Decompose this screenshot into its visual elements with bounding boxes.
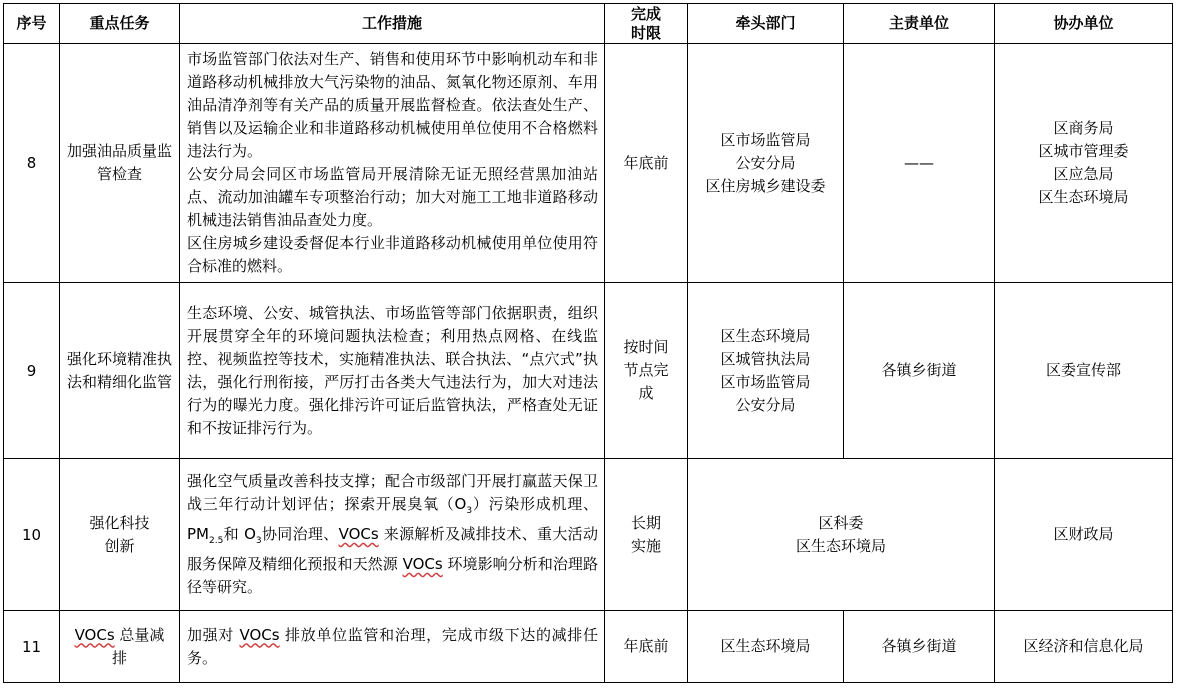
row-lead-main bbox=[688, 459, 995, 611]
assist-unit: 区委宣传部 bbox=[1045, 361, 1121, 379]
header-assist: 协办单位 bbox=[995, 4, 1173, 44]
row-measures bbox=[180, 283, 605, 459]
lead-dept: 区生态环境局 bbox=[720, 637, 811, 655]
spellcheck-word: VOCs bbox=[402, 555, 443, 573]
measure-paragraph bbox=[187, 624, 598, 670]
measure-text: 排放单位监管和治理，完成市级下达的减排任务。 bbox=[187, 625, 598, 667]
measure-text: 来源解析及减排技术、重大活动服务保障及精细化预报和天然源 bbox=[187, 525, 598, 573]
row-task: 强化环境精准执法和精细化监管 bbox=[60, 283, 180, 459]
measure-paragraph bbox=[187, 470, 598, 599]
lead-dept: 区生态环境局 bbox=[720, 326, 811, 345]
header-measures: 工作措施 bbox=[180, 4, 605, 44]
measure-paragraph: 区住房城乡建设委督促本行业非道路移动机械使用单位使用符合标准的燃料。 bbox=[187, 234, 598, 275]
row-deadline: 年底前 bbox=[605, 44, 688, 283]
row-lead bbox=[688, 44, 844, 283]
row-task: 加强油品质量监管检查 bbox=[60, 44, 180, 283]
measure-text: ）污染形成机理、PM bbox=[187, 495, 598, 543]
spellcheck-word: VOCs bbox=[74, 625, 115, 644]
measure-text: 加强对 bbox=[187, 625, 240, 644]
lead-dept: 区科委 bbox=[818, 513, 864, 532]
header-deadline-line2: 时限 bbox=[630, 23, 661, 42]
row-task bbox=[60, 611, 180, 683]
row-seq: 8 bbox=[4, 44, 60, 283]
row-assist bbox=[995, 459, 1173, 611]
measure-paragraph: 生态环境、公安、城管执法、市场监管等部门依据职责，组织开展贯穿全年的环境问题执法检查；利用热点网格、在线监控、视频监控等技术，实施精准执法、联合执法、“点穴式”执法，强化行刑衔接，严厉打击各类大气违法行为，加大对违法行为的曝光力度。强化排污许可证后监管执法，严格查处无证和不按证排污行为。 bbox=[187, 303, 598, 437]
measure-text: 强化空气质量改善科技支撑；配合市级部门开展打赢蓝天保卫战三年行动计划评估；探索开展臭氧（O bbox=[187, 472, 598, 513]
table-row bbox=[4, 459, 1173, 611]
row-assist bbox=[995, 283, 1173, 459]
row-deadline: 年底前 bbox=[605, 611, 688, 683]
table-row bbox=[4, 283, 1173, 459]
row-lead bbox=[688, 283, 844, 459]
row-seq: 10 bbox=[4, 459, 60, 611]
header-deadline-line1: 完成 bbox=[630, 4, 661, 23]
row-deadline bbox=[605, 459, 688, 611]
row-seq: 9 bbox=[4, 283, 60, 459]
row-assist bbox=[995, 611, 1173, 683]
row-measures bbox=[180, 44, 605, 283]
header-lead: 牵头部门 bbox=[688, 4, 844, 44]
header-row bbox=[4, 4, 1173, 44]
measure-paragraph: 市场监管部门依法对生产、销售和使用环节中影响机动车和非道路移动机械排放大气污染物的油品、氮氧化物还原剂、车用油品清净剂等有关产品的质量开展监督检查。依法查处生产、销售以及运输企业和非道路移动机械使用单位使用不合格燃料违法行为。 bbox=[187, 50, 598, 160]
row-measures bbox=[180, 611, 605, 683]
task-text: 总量减排 bbox=[111, 625, 165, 667]
assist-unit: 区经济和信息化局 bbox=[1023, 637, 1144, 655]
measure-paragraph: 公安分局会同区市场监管局开展清除无证无照经营黑加油站点、流动加油罐车专项整治行动；加大对施工工地非道路移动机械违法销售油品查处力度。 bbox=[187, 165, 598, 229]
assist-unit: 区财政局 bbox=[1053, 525, 1114, 543]
assist-unit: 区城市管理委 bbox=[1038, 142, 1129, 160]
row-task: 强化科技创新 bbox=[60, 459, 180, 611]
table-row bbox=[4, 44, 1173, 283]
lead-dept: 区市场监管局 bbox=[720, 372, 811, 391]
row-main: —— bbox=[844, 44, 995, 283]
lead-dept: 公安分局 bbox=[735, 395, 796, 414]
deadline-text: 长期 bbox=[630, 513, 661, 532]
lead-dept: 区城管执法局 bbox=[720, 349, 811, 368]
measure-text: 和 O bbox=[223, 525, 256, 543]
row-main: 各镇乡街道 bbox=[844, 611, 995, 683]
subscript: 3 bbox=[466, 506, 473, 516]
deadline-text: 实施 bbox=[630, 536, 661, 555]
key-tasks-table bbox=[3, 3, 1173, 683]
lead-dept: 区住房城乡建设委 bbox=[705, 176, 826, 195]
row-seq: 11 bbox=[4, 611, 60, 683]
header-task: 重点任务 bbox=[60, 4, 180, 44]
spellcheck-word: VOCs bbox=[338, 525, 379, 543]
subscript: 2.5 bbox=[209, 536, 224, 546]
header-deadline bbox=[605, 4, 688, 44]
row-deadline: 按时间节点完成 bbox=[605, 283, 688, 459]
row-measures bbox=[180, 459, 605, 611]
table-row bbox=[4, 611, 1173, 683]
measure-text: 环境影响分析和治理路径等研究。 bbox=[187, 555, 598, 596]
measure-text: 协同治理、 bbox=[261, 525, 339, 543]
row-main: 各镇乡街道 bbox=[844, 283, 995, 459]
subscript: 3 bbox=[255, 536, 262, 546]
header-seq: 序号 bbox=[4, 4, 60, 44]
row-assist bbox=[995, 44, 1173, 283]
header-main: 主责单位 bbox=[844, 4, 995, 44]
row-lead bbox=[688, 611, 844, 683]
lead-dept: 区市场监管局 bbox=[720, 130, 811, 149]
spellcheck-word: VOCs bbox=[239, 625, 280, 644]
assist-unit: 区应急局 bbox=[1053, 165, 1114, 183]
assist-unit: 区商务局 bbox=[1053, 119, 1114, 137]
lead-dept: 公安分局 bbox=[735, 153, 796, 172]
lead-dept: 区生态环境局 bbox=[795, 536, 886, 555]
assist-unit: 区生态环境局 bbox=[1038, 188, 1129, 206]
